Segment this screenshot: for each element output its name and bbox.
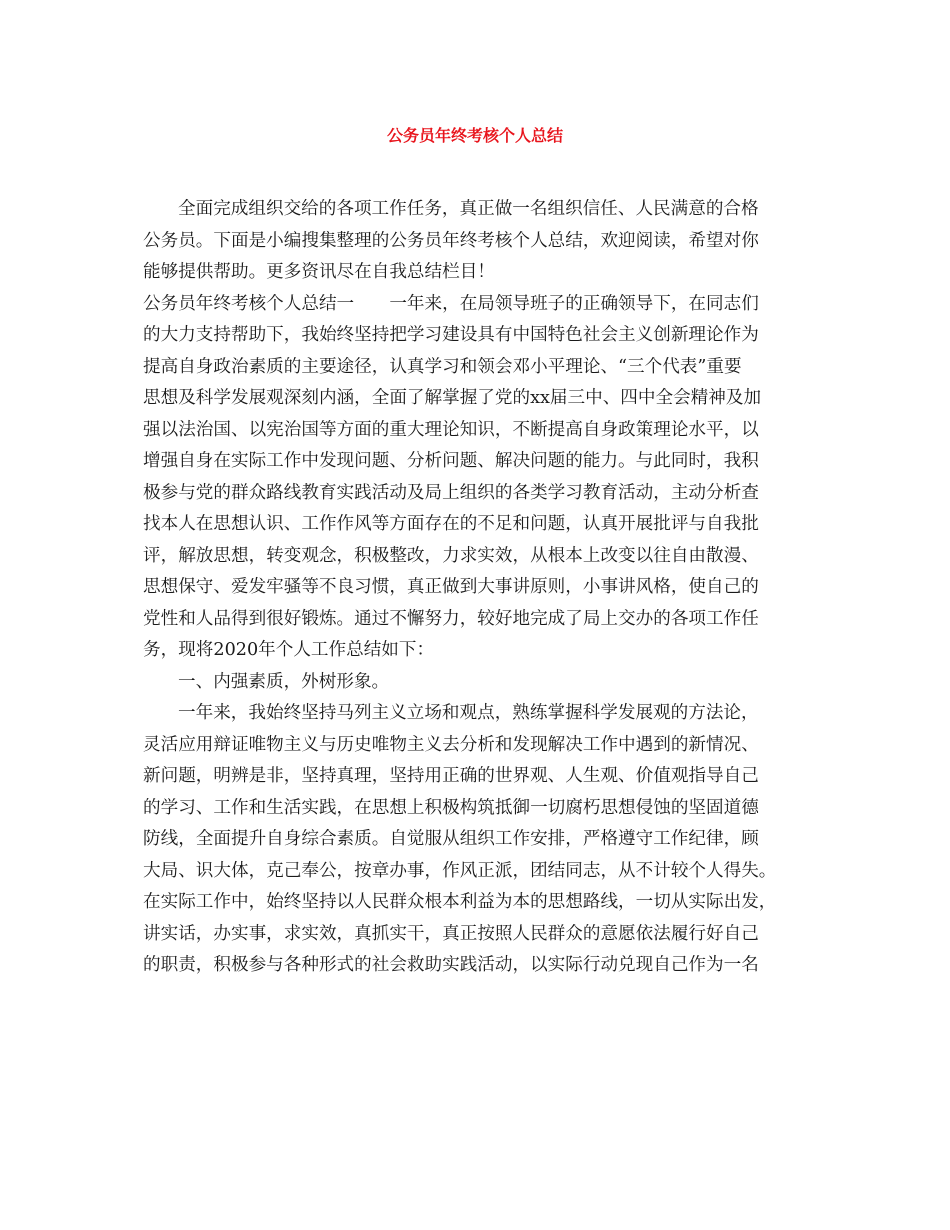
body-line: 能够提供帮助。更多资讯尽在自我总结栏目！ xyxy=(143,262,495,282)
body-line: 的大力支持帮助下，我始终坚持把学习建设具有中国特色社会主义创新理论作为 xyxy=(143,325,759,345)
body-line: 思想保守、爱发牢骚等不良习惯，真正做到大事讲原则，小事讲风格，使自己的 xyxy=(143,577,759,597)
body-line: 提高自身政治素质的主要途径，认真学习和领会邓小平理论、“三个代表”重要 xyxy=(143,356,742,377)
body-line: 的职责，积极参与各种形式的社会救助实践活动，以实际行动兑现自己作为一名 xyxy=(143,955,759,975)
document-body xyxy=(143,194,803,982)
body-line: 防线，全面提升自身综合素质。自觉服从组织工作安排，严格遵守工作纪律，顾 xyxy=(143,829,759,849)
body-line: 讲实话，办实事，求实效，真抓实干，真正按照人民群众的意愿依法履行好自己 xyxy=(143,923,759,944)
body-line: 在实际工作中，始终坚持以人民群众根本利益为本的思想路线，一切从实际出发， xyxy=(143,892,777,912)
body-line: 强以法治国、以宪治国等方面的重大理论知识，不断提高自身政策理论水平，以 xyxy=(143,419,759,440)
body-line: 思想及科学发展观深刻内涵，全面了解掌握了党的xx届三中、四中全会精神及加 xyxy=(143,388,762,408)
body-line: 大局、识大体，克己奉公，按章办事，作风正派，团结同志，从不计较个人得失。 xyxy=(143,860,777,881)
body-line: 党性和人品得到很好锻炼。通过不懈努力，较好地完成了局上交办的各项工作任 xyxy=(143,608,759,629)
body-line: 一年来，我始终坚持马列主义立场和观点，熟练掌握科学发展观的方法论， xyxy=(178,703,759,723)
body-line: 灵活应用辩证唯物主义与历史唯物主义去分析和发现解决工作中遇到的新情况、 xyxy=(143,734,759,755)
body-line: 公务员。下面是小编搜集整理的公务员年终考核个人总结，欢迎阅读，希望对你 xyxy=(143,230,759,251)
body-line: 找本人在思想认识、工作作风等方面存在的不足和问题，认真开展批评与自我批 xyxy=(143,514,759,534)
body-line: 务，现将2020年个人工作总结如下： xyxy=(143,640,435,660)
body-line: 新问题，明辨是非，坚持真理，坚持用正确的世界观、人生观、价值观指导自己 xyxy=(143,766,759,786)
document-title: 公务员年终考核个人总结 xyxy=(386,126,563,145)
body-line: 公务员年终考核个人总结一 一年来，在局领导班子的正确领导下，在同志们 xyxy=(143,293,759,314)
body-line: 极参与党的群众路线教育实践活动及局上组织的各类学习教育活动，主动分析查 xyxy=(143,482,759,503)
body-line: 的学习、工作和生活实践，在思想上积极构筑抵御一切腐朽思想侵蚀的坚固道德 xyxy=(143,797,759,818)
body-line: 全面完成组织交给的各项工作任务，真正做一名组织信任、人民满意的合格 xyxy=(178,199,759,219)
body-line: 评，解放思想，转变观念，积极整改，力求实效，从根本上改变以往自由散漫、 xyxy=(143,545,759,566)
body-line: 一、内强素质，外树形象。 xyxy=(178,671,390,692)
body-line: 增强自身在实际工作中发现问题、分析问题、解决问题的能力。与此同时，我积 xyxy=(143,451,759,471)
